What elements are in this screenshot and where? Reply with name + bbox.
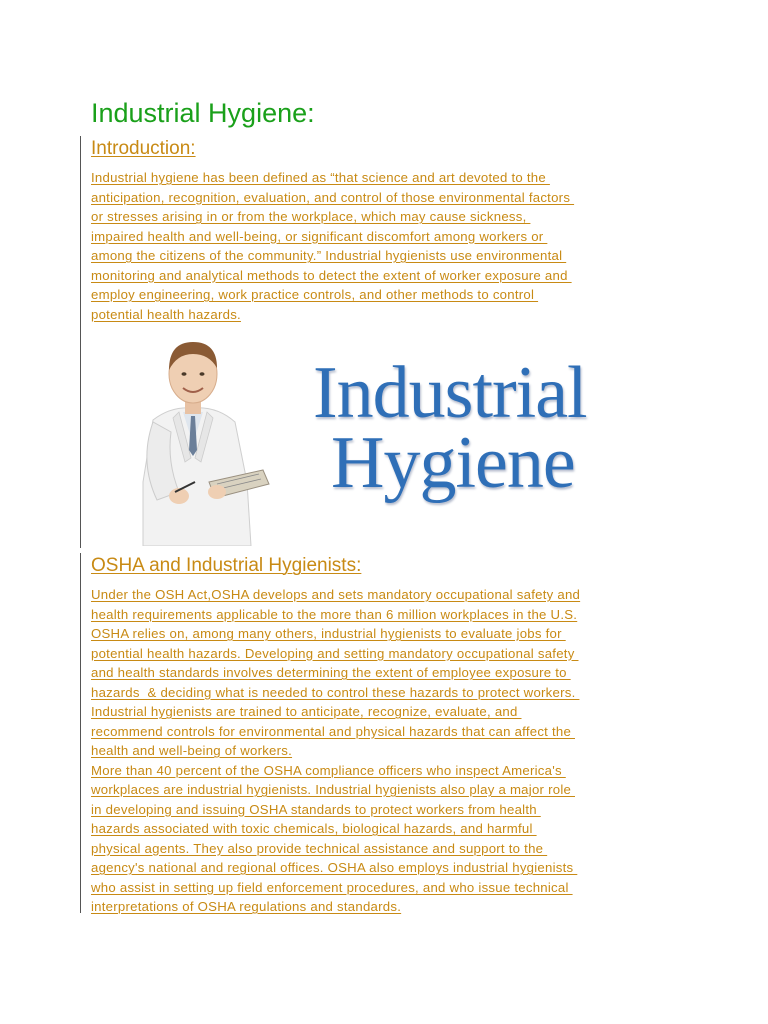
- osha-section: [80, 553, 690, 913]
- text-line[interactable]: or stresses arising in or from the workplace, which may cause sickness,: [91, 209, 531, 224]
- text-line[interactable]: health and well-being of workers.: [91, 743, 293, 758]
- industrial-hygiene-banner: [313, 352, 587, 504]
- text-line[interactable]: Industrial hygiene has been defined as “that science and art devoted to the: [91, 170, 550, 185]
- text-line[interactable]: Under the OSH Act,OSHA develops and sets mandatory occupational safety and: [91, 587, 581, 602]
- text-line[interactable]: among the citizens of the community.” Industrial hygienists use environmental: [91, 248, 567, 263]
- text-line[interactable]: workplaces are industrial hygienists. Industrial hygienists also play a major role: [91, 782, 575, 797]
- page-title: Industrial Hygiene:: [91, 98, 315, 128]
- doctor-with-clipboard-image: [113, 332, 273, 546]
- introduction-section: [80, 136, 690, 548]
- text-line[interactable]: Industrial hygienists are trained to anticipate, recognize, evaluate, and: [91, 704, 522, 719]
- osha-paragraph[interactable]: [91, 585, 690, 917]
- text-line[interactable]: hazards & deciding what is needed to control these hazards to protect workers.: [91, 684, 580, 700]
- text-line[interactable]: recommend controls for environmental and physical hazards that can affect the: [91, 723, 575, 739]
- text-line[interactable]: physical agents. They also provide technical assistance and support to the: [91, 840, 548, 856]
- text-line[interactable]: OSHA relies on, among many others, industrial hygienists to evaluate jobs for: [91, 626, 566, 641]
- osha-heading[interactable]: OSHA and Industrial Hygienists:: [91, 555, 362, 576]
- text-line[interactable]: potential health hazards. Developing and setting mandatory occupational safety: [91, 645, 579, 661]
- text-line[interactable]: anticipation, recognition, evaluation, and control of those environmental factors: [91, 189, 575, 205]
- introduction-heading[interactable]: Introduction:: [91, 138, 196, 159]
- text-line[interactable]: More than 40 percent of the OSHA compliance officers who inspect America's: [91, 762, 566, 778]
- text-line[interactable]: health requirements applicable to the more than 6 million workplaces in the U.S.: [91, 606, 578, 622]
- text-line[interactable]: potential health hazards.: [91, 306, 241, 322]
- text-line[interactable]: and health standards involves determining the extent of employee exposure to: [91, 665, 571, 680]
- text-line[interactable]: impaired health and well-being, or significant discomfort among workers or: [91, 228, 548, 244]
- text-line[interactable]: agency's national and regional offices. OSHA also employs industrial hygienists: [91, 860, 578, 875]
- illustration-row: [91, 332, 690, 546]
- text-line[interactable]: in developing and issuing OSHA standards to protect workers from health: [91, 801, 541, 817]
- text-line[interactable]: hazards associated with toxic chemicals, biological hazards, and harmful: [91, 821, 537, 836]
- introduction-paragraph[interactable]: [91, 168, 690, 324]
- text-line[interactable]: interpretations of OSHA regulations and standards.: [91, 899, 402, 914]
- text-line[interactable]: monitoring and analytical methods to detect the extent of worker exposure and: [91, 267, 572, 283]
- text-line[interactable]: who assist in setting up field enforcement procedures, and who issue technical: [91, 879, 573, 895]
- banner-word-1: Industrial: [313, 352, 587, 434]
- text-line[interactable]: employ engineering, work practice controls, and other methods to control: [91, 287, 539, 302]
- banner-word-2: Hygiene: [331, 422, 575, 504]
